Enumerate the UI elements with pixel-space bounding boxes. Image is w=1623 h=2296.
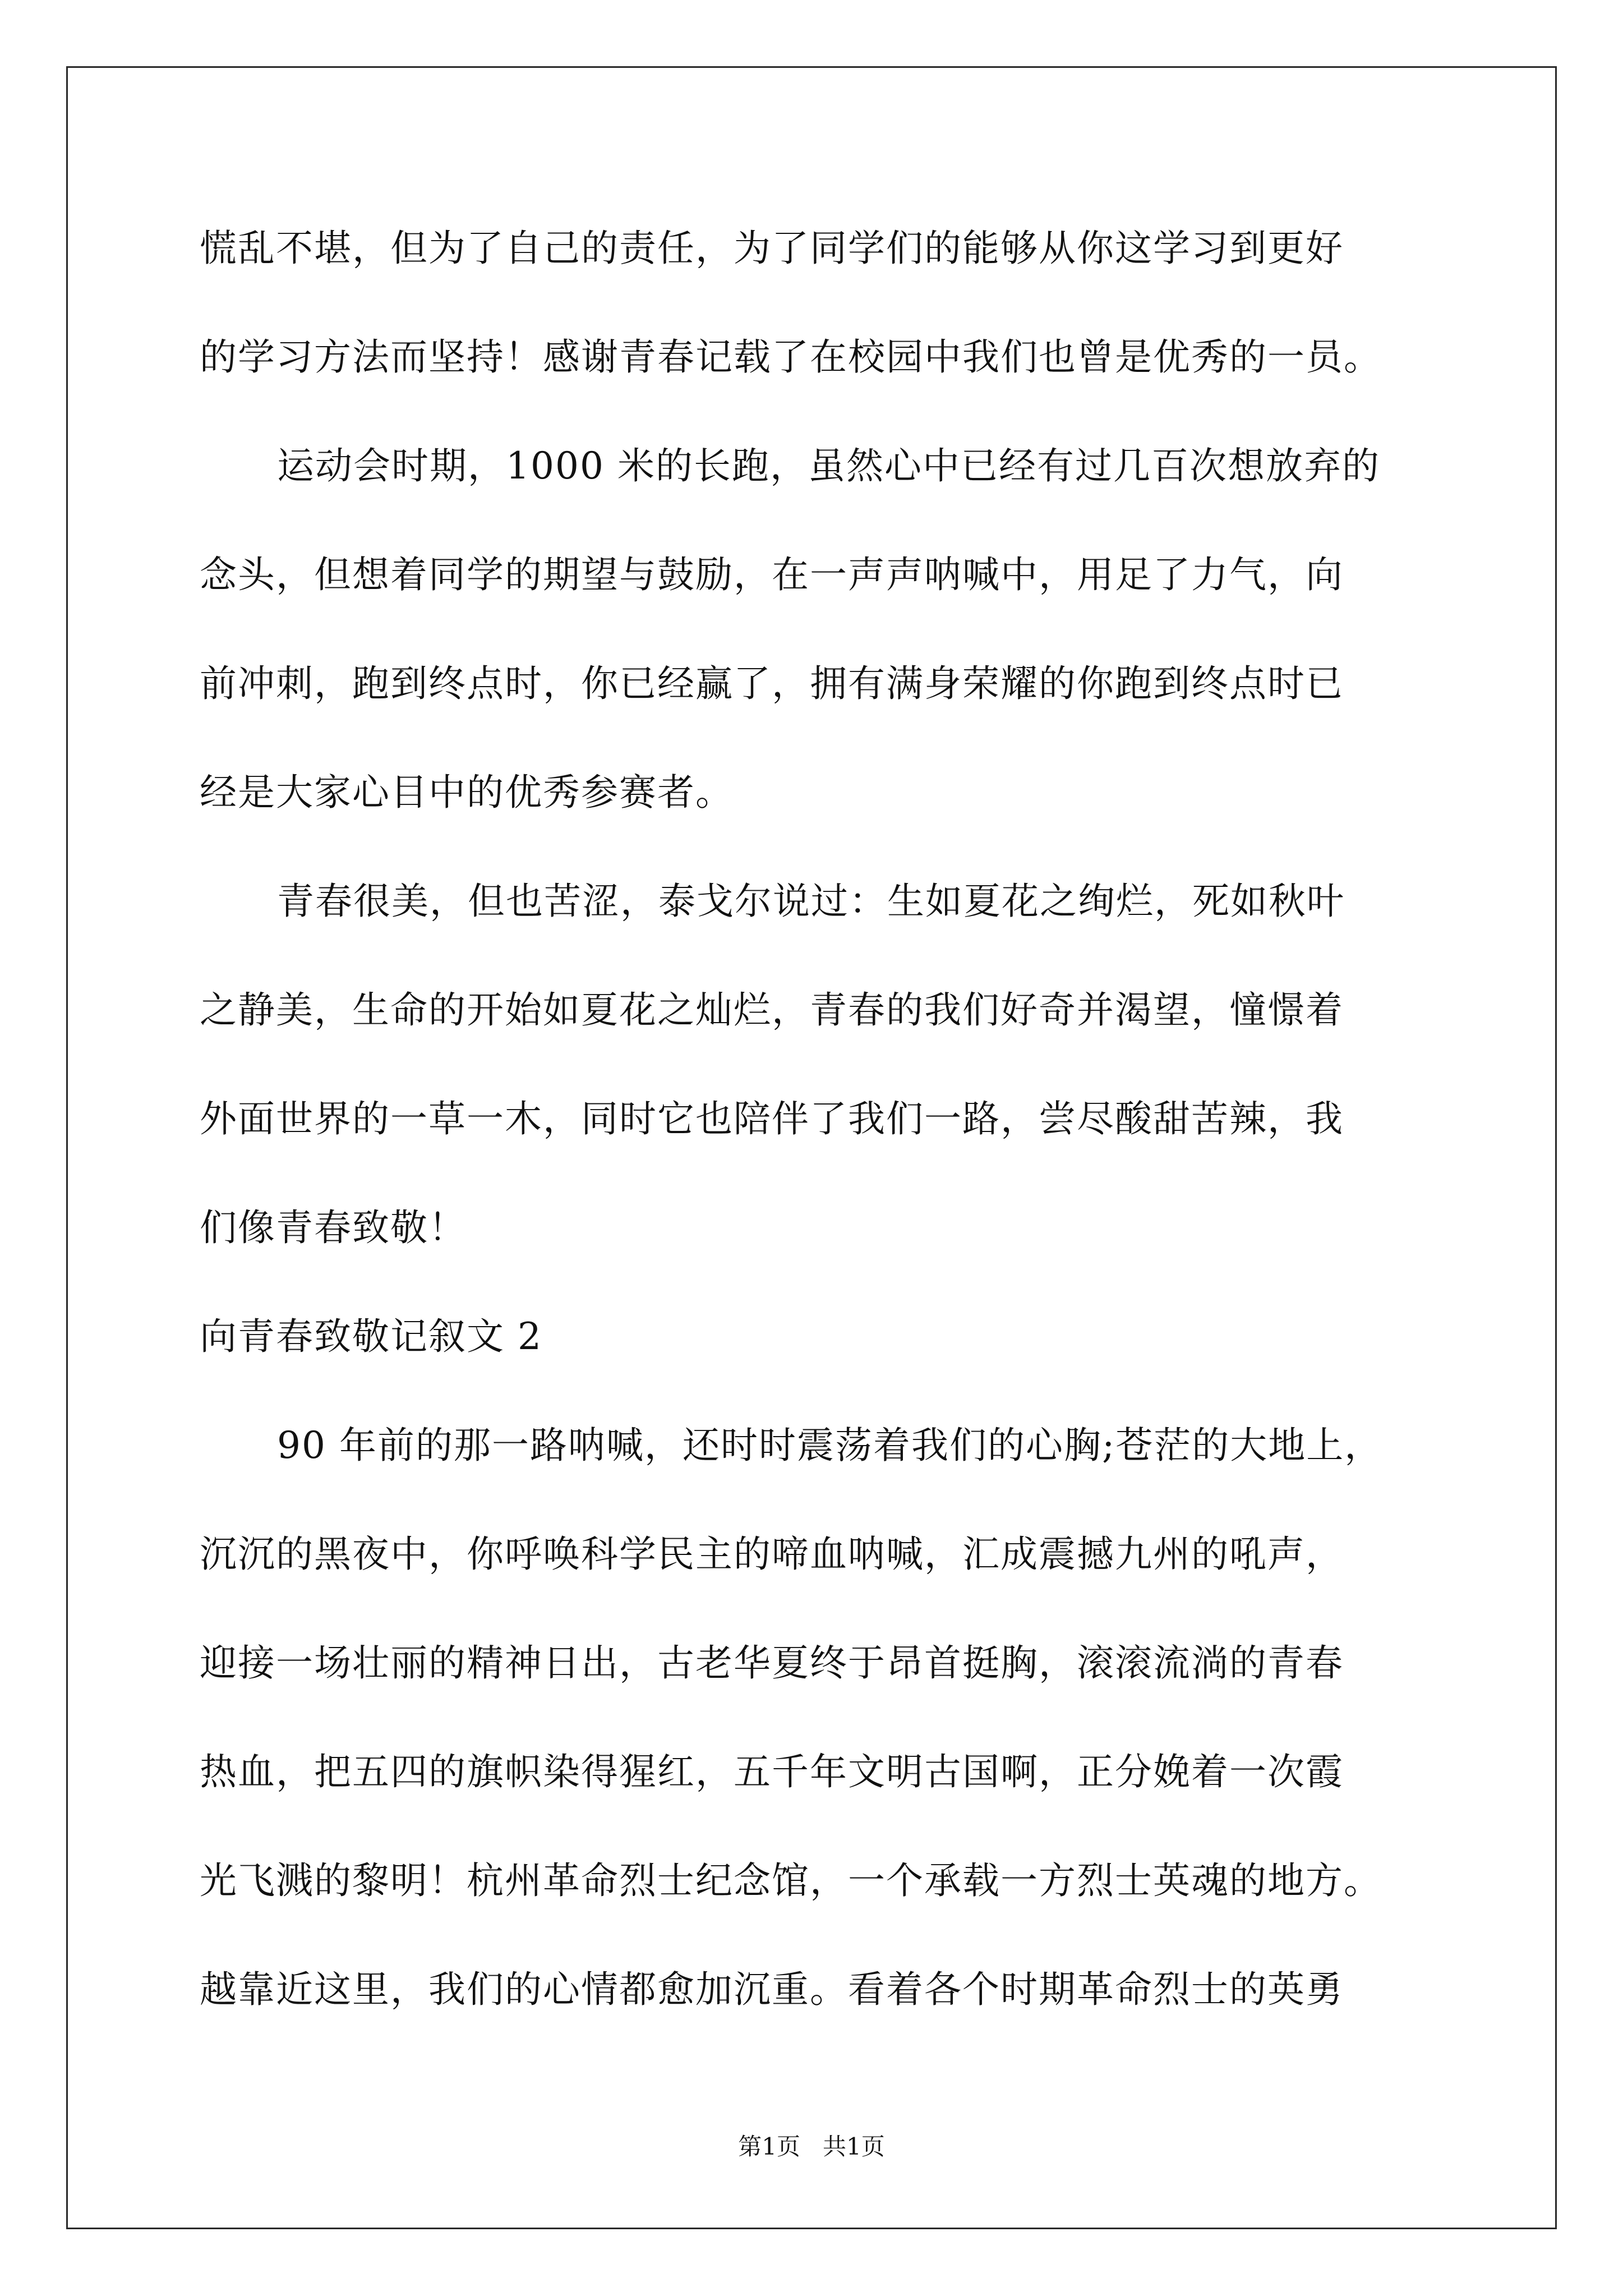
- section-heading: 向青春致敬记叙文 2: [200, 1315, 542, 1358]
- text-line-8: 之静美，生命的开始如夏花之灿烂，青春的我们好奇并渴望，憧憬着: [200, 988, 1344, 1032]
- text-line-3: 运动会时期，1000 米的长跑，虽然心中已经有过几百次想放弃的: [277, 444, 1380, 487]
- text-line-12: 90 年前的那一路呐喊，还时时震荡着我们的心胸;苍茫的大地上，: [277, 1424, 1383, 1467]
- text-line-14: 迎接一场壮丽的精神日出，古老华夏终于昂首挺胸，滚滚流淌的青春: [200, 1641, 1344, 1685]
- page-footer: 第1页 共1页: [738, 2133, 885, 2160]
- text-line-17: 越靠近这里，我们的心情都愈加沉重。看着各个时期革命烈士的英勇: [200, 1968, 1344, 2011]
- text-line-6: 经是大家心目中的优秀参赛者。: [200, 771, 734, 814]
- page-border: [66, 66, 1557, 2229]
- text-line-13: 沉沉的黑夜中，你呼唤科学民主的啼血呐喊，汇成震撼九州的吼声，: [200, 1533, 1344, 1576]
- text-line-9: 外面世界的一草一木，同时它也陪伴了我们一路，尝尽酸甜苦辣，我: [200, 1097, 1344, 1140]
- text-line-2: 的学习方法而坚持！感谢青春记载了在校园中我们也曾是优秀的一员。: [200, 335, 1382, 379]
- text-line-16: 光飞溅的黎明！杭州革命烈士纪念馆，一个承载一方烈士英魂的地方。: [200, 1859, 1382, 1902]
- text-line-1: 慌乱不堪，但为了自己的责任，为了同学们的能够从你这学习到更好: [200, 227, 1344, 270]
- text-line-7: 青春很美，但也苦涩，泰戈尔说过：生如夏花之绚烂，死如秋叶: [277, 880, 1345, 923]
- text-line-15: 热血，把五四的旗帜染得猩红，五千年文明古国啊，正分娩着一次霞: [200, 1750, 1344, 1793]
- text-line-5: 前冲刺，跑到终点时，你已经赢了，拥有满身荣耀的你跑到终点时已: [200, 662, 1344, 705]
- text-line-10: 们像青春致敬！: [200, 1206, 467, 1249]
- text-line-4: 念头，但想着同学的期望与鼓励，在一声声呐喊中，用足了力气，向: [200, 553, 1344, 596]
